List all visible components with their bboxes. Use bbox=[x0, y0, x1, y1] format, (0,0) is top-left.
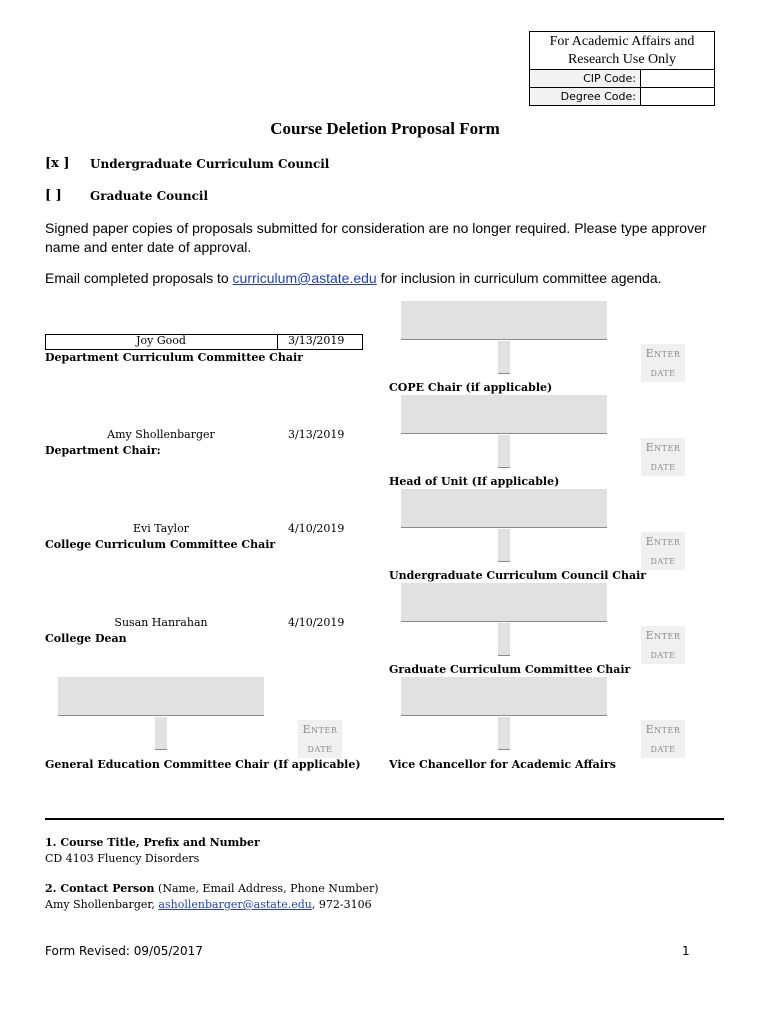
cope-chair-sig-stem[interactable] bbox=[498, 341, 510, 374]
enter-text: Enter bbox=[641, 344, 685, 363]
head-of-unit-date-field[interactable] bbox=[641, 438, 685, 476]
contact-person-value[interactable] bbox=[45, 898, 372, 911]
college-dean-role: College Dean bbox=[45, 632, 127, 645]
college-curriculum-chair-name[interactable]: Evi Taylor bbox=[133, 522, 189, 535]
enter-text: Enter bbox=[298, 720, 342, 739]
notice-text: Signed paper copies of proposals submitted for consideration are no longer required. Please type approver name and enter date of approval. bbox=[45, 220, 707, 255]
ucc-label: Undergraduate Curriculum Council bbox=[90, 157, 330, 171]
ucc-chair-sig-stem[interactable] bbox=[498, 529, 510, 562]
cip-code-label: CIP Code: bbox=[530, 70, 641, 87]
date-text: date bbox=[641, 363, 685, 382]
grad-committee-chair-sig-stem[interactable] bbox=[498, 623, 510, 656]
section-divider bbox=[45, 818, 724, 820]
graduate-council-label: Graduate Council bbox=[90, 189, 209, 203]
degree-code-field[interactable] bbox=[641, 88, 714, 105]
cip-code-field[interactable] bbox=[641, 70, 714, 87]
head-of-unit-role: Head of Unit (If applicable) bbox=[389, 475, 560, 488]
enter-text: Enter bbox=[641, 532, 685, 551]
gen-ed-chair-date-field[interactable] bbox=[298, 720, 342, 758]
enter-text: Enter bbox=[641, 438, 685, 457]
gen-ed-chair-role: General Education Committee Chair (If applicable) bbox=[45, 758, 361, 771]
gen-ed-chair-sig-stem[interactable] bbox=[155, 717, 167, 750]
dept-curriculum-chair-name[interactable]: Joy Good bbox=[136, 334, 186, 347]
college-dean-date[interactable]: 4/10/2019 bbox=[288, 616, 345, 629]
email-suffix: for inclusion in curriculum committee agenda. bbox=[376, 270, 662, 286]
dept-curriculum-chair-date[interactable]: 3/13/2019 bbox=[288, 334, 345, 347]
graduate-council-checkbox[interactable]: [ ] bbox=[45, 188, 62, 203]
ucc-chair-date-field[interactable] bbox=[641, 532, 685, 570]
grad-committee-chair-date-field[interactable] bbox=[641, 626, 685, 664]
section-2-heading-text: 2. Contact Person bbox=[45, 882, 155, 895]
date-text: date bbox=[641, 645, 685, 664]
vice-chancellor-sig-stem[interactable] bbox=[498, 717, 510, 750]
date-text: date bbox=[298, 739, 342, 758]
enter-text: Enter bbox=[641, 626, 685, 645]
page-number: 1 bbox=[682, 944, 690, 958]
gen-ed-chair-name-field[interactable] bbox=[58, 677, 264, 716]
ucc-checkbox[interactable]: [x ] bbox=[45, 156, 70, 171]
dept-chair-date[interactable]: 3/13/2019 bbox=[288, 428, 345, 441]
dept-curriculum-chair-role: Department Curriculum Committee Chair bbox=[45, 351, 304, 364]
curriculum-email-link[interactable]: curriculum@astate.edu bbox=[232, 270, 377, 286]
vice-chancellor-date-field[interactable] bbox=[641, 720, 685, 758]
grad-committee-chair-name-field[interactable] bbox=[401, 583, 607, 622]
dept-chair-name[interactable]: Amy Shollenbarger bbox=[107, 428, 215, 441]
degree-code-row bbox=[530, 88, 714, 105]
date-text: date bbox=[641, 457, 685, 476]
vice-chancellor-role: Vice Chancellor for Academic Affairs bbox=[389, 758, 616, 771]
date-text: date bbox=[641, 739, 685, 758]
enter-text: Enter bbox=[641, 720, 685, 739]
ucc-chair-name-field[interactable] bbox=[401, 489, 607, 528]
degree-code-label: Degree Code: bbox=[530, 88, 641, 105]
form-revised-date: Form Revised: 09/05/2017 bbox=[45, 944, 203, 958]
ucc-chair-role: Undergraduate Curriculum Council Chair bbox=[389, 569, 647, 582]
grad-committee-chair-role: Graduate Curriculum Committee Chair bbox=[389, 663, 631, 676]
head-of-unit-name-field[interactable] bbox=[401, 395, 607, 434]
date-text: date bbox=[641, 551, 685, 570]
section-1-heading bbox=[45, 836, 260, 849]
use-only-heading: For Academic Affairs and Research Use Only bbox=[530, 32, 714, 70]
college-curriculum-chair-date[interactable]: 4/10/2019 bbox=[288, 522, 345, 535]
college-dean-name[interactable]: Susan Hanrahan bbox=[114, 616, 208, 629]
academic-affairs-use-only-box bbox=[529, 31, 715, 106]
head-of-unit-sig-stem[interactable] bbox=[498, 435, 510, 468]
form-title: Course Deletion Proposal Form bbox=[270, 119, 500, 138]
cope-chair-date-field[interactable] bbox=[641, 344, 685, 382]
email-instruction bbox=[45, 269, 715, 288]
dept-chair-role: Department Chair: bbox=[45, 444, 161, 457]
contact-name: Amy Shollenbarger, bbox=[45, 898, 159, 911]
section-2-heading bbox=[45, 882, 379, 895]
cope-chair-name-field[interactable] bbox=[401, 301, 607, 340]
contact-email-link[interactable]: ashollenbarger@astate.edu bbox=[158, 898, 312, 911]
cip-code-row bbox=[530, 70, 714, 88]
email-prefix: Email completed proposals to bbox=[45, 270, 233, 286]
section-1-heading-text: 1. Course Title, Prefix and Number bbox=[45, 836, 260, 849]
vice-chancellor-name-field[interactable] bbox=[401, 677, 607, 716]
college-curriculum-chair-role: College Curriculum Committee Chair bbox=[45, 538, 276, 551]
course-title-value[interactable]: CD 4103 Fluency Disorders bbox=[45, 852, 200, 865]
section-2-heading-note: (Name, Email Address, Phone Number) bbox=[154, 882, 379, 895]
cope-chair-role: COPE Chair (if applicable) bbox=[389, 381, 553, 394]
signature-row-divider bbox=[277, 335, 278, 349]
contact-phone: , 972-3106 bbox=[311, 898, 372, 911]
